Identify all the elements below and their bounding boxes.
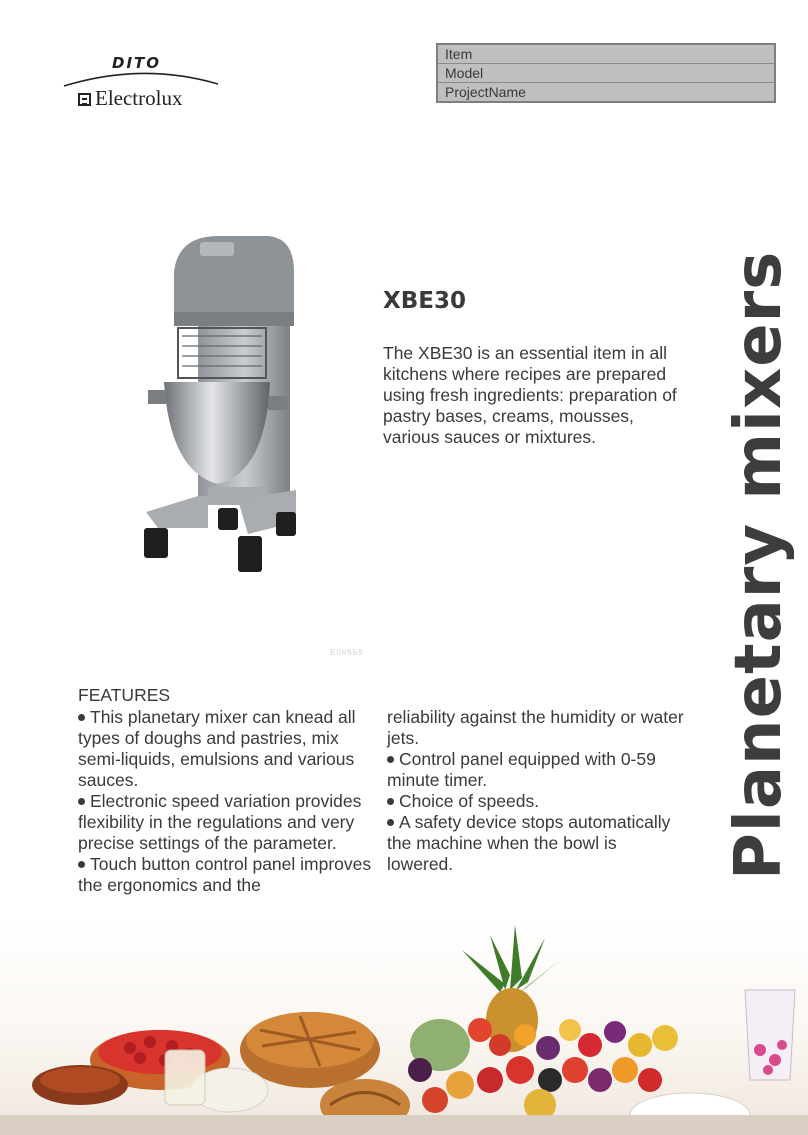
features-heading: FEATURES [78, 685, 171, 705]
planetary-mixer-image [138, 232, 308, 582]
feature-text: reliability against the humidity or water jets. [387, 707, 684, 748]
info-row-item: Item [438, 45, 774, 64]
feature-text: Control panel equipped with 0-59 minute timer. [387, 749, 656, 790]
feature-item [387, 812, 687, 875]
logo-brand-text: Electrolux [95, 86, 183, 110]
info-row-projectname: ProjectName [445, 84, 526, 100]
logo-brand [78, 86, 182, 111]
feature-text: Choice of speeds. [399, 791, 540, 811]
feature-item [387, 707, 687, 749]
food-banner-image [0, 920, 808, 1135]
bullet-icon [387, 756, 394, 763]
features-right-column [387, 707, 687, 875]
logo-arc [62, 66, 222, 88]
bullet-icon [78, 798, 85, 805]
feature-text: Electronic speed variation provides flexibility in the regulations and very precise settings of the parameter. [78, 791, 362, 853]
feature-text: This planetary mixer can knead all types of doughs and pastries, mix semi-liquids, emulsions and various sauces. [78, 707, 356, 790]
category-heading: Planetary mixers [722, 250, 796, 880]
bullet-icon [78, 861, 85, 868]
feature-text: A safety device stops automatically the machine when the bowl is lowered. [387, 812, 671, 874]
feature-text: Touch button control panel improves the ergonomics and the [78, 854, 372, 895]
features-left-column [78, 707, 378, 896]
project-info-table [436, 43, 776, 103]
feature-item [387, 749, 687, 791]
brand-logo [62, 52, 222, 112]
electrolux-emblem-icon [78, 93, 91, 106]
product-description: The XBE30 is an essential item in all kitchens where recipes are prepared using fresh ingredients: preparation of pastry bases, creams, mousses, various sauces or mixtures. [383, 343, 677, 447]
product-model-title: XBE30 [383, 288, 466, 314]
info-row-model: Model [438, 64, 774, 83]
feature-item [78, 791, 378, 854]
feature-item [78, 707, 378, 791]
feature-item [78, 854, 378, 896]
bullet-icon [387, 798, 394, 805]
image-code: E0#659 [330, 648, 364, 657]
feature-item [387, 791, 687, 812]
logo-subbrand: DITO [112, 54, 162, 72]
bullet-icon [387, 819, 394, 826]
bullet-icon [78, 714, 85, 721]
